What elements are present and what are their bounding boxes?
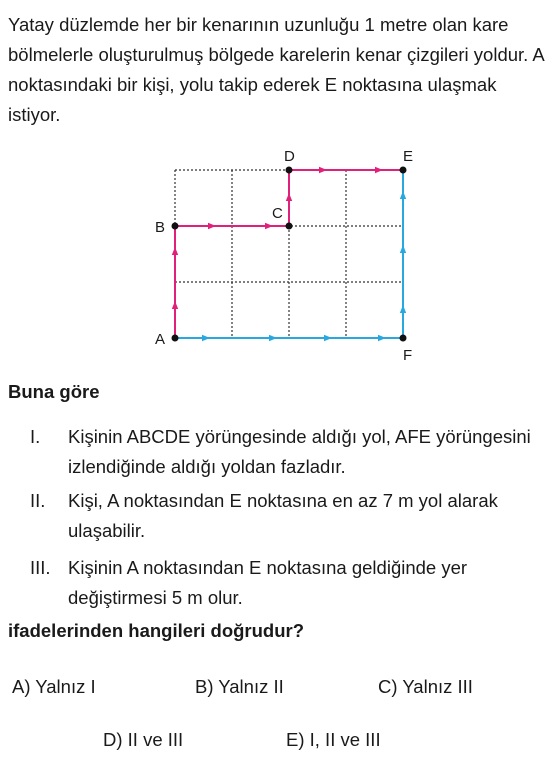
point-e [400,167,407,174]
statement-number: III. [30,557,51,578]
statement-text: Kişi, A noktasından E noktasına en az 7 m yol alarak ulaşabilir. [68,490,498,541]
question-heading: Buna göre [8,381,100,402]
statement-1 [30,422,552,482]
point-c [286,223,293,230]
option-a[interactable]: A) Yalnız I [12,676,96,697]
statement-2 [30,486,552,546]
option-d[interactable]: D) II ve III [103,729,184,750]
statement-3 [30,553,552,613]
point-a [172,335,179,342]
point-b [172,223,179,230]
label-b: B [155,219,166,236]
statement-number: II. [30,490,46,511]
question-intro: Yatay düzlemde her bir kenarının uzunluğu 1 metre olan kare bölmelerle oluşturulmuş bölgede karelerin kenar çizgileri yoldur. A noktasındaki bir kişi, yolu takip ederek E noktasına ulaşmak istiyor. [8,14,544,125]
label-f: F [403,347,413,364]
option-e[interactable]: E) I, II ve III [286,729,381,750]
point-f [400,335,407,342]
option-b[interactable]: B) Yalnız II [195,676,284,697]
label-c: C [272,205,283,222]
path-afe-arrows [199,195,403,338]
statement-number: I. [30,426,41,447]
statement-text: Kişinin ABCDE yörüngesinde aldığı yol, AFE yörüngesini izlendiğinde aldığı yoldan fazladır. [68,426,531,477]
statement-text: Kişinin A noktasından E noktasına geldiğinde yer değiştirmesi 5 m olur. [68,557,468,608]
question-prompt: ifadelerinden hangileri doğrudur? [8,620,305,641]
path-abcde-arrows [175,170,379,312]
label-a: A [155,331,166,348]
label-e: E [403,148,414,165]
option-c[interactable]: C) Yalnız III [378,676,473,697]
label-d: D [284,148,295,165]
point-d [286,167,293,174]
